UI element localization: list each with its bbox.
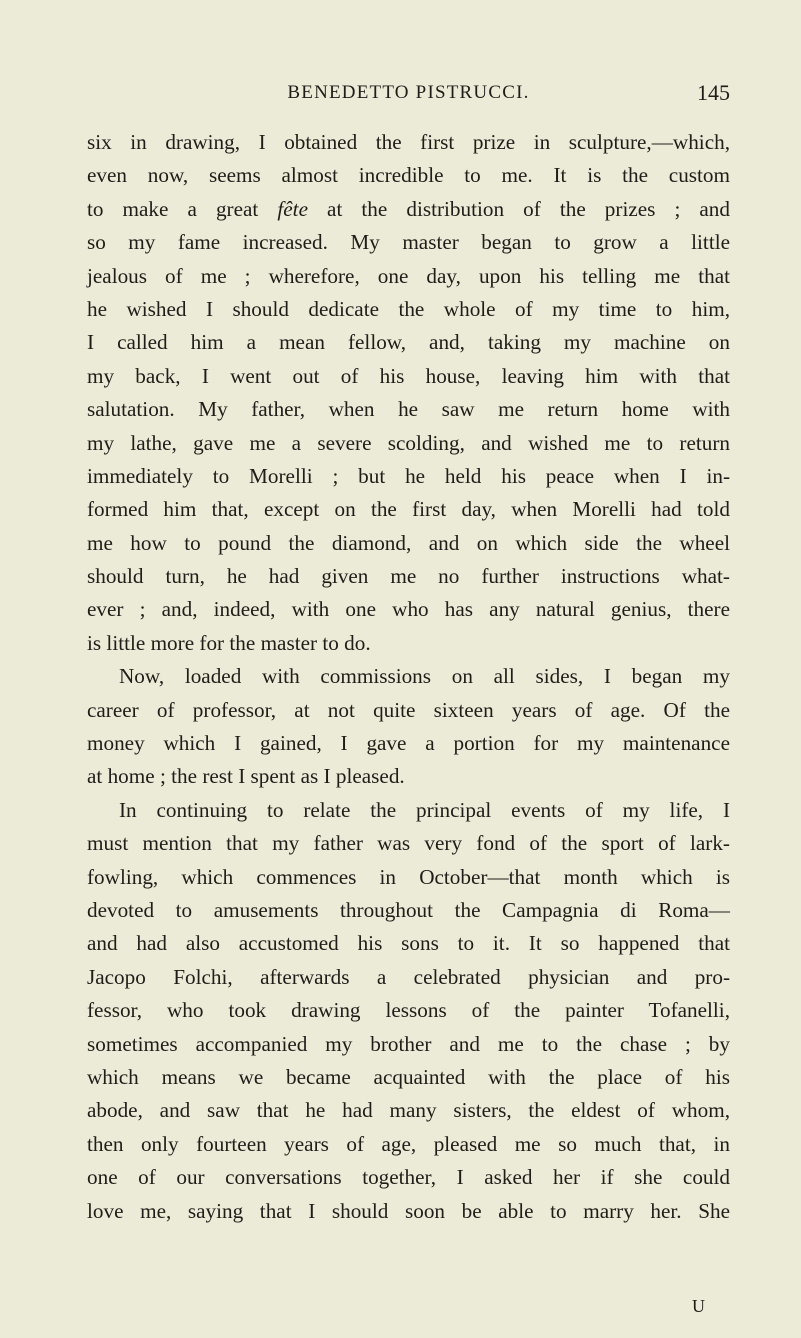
text-line: salutation. My father, when he saw me return home with (87, 397, 730, 422)
text-line: should turn, he had given me no further instructions what- (87, 564, 730, 589)
text-line: Jacopo Folchi, afterwards a celebrated physician and pro- (87, 964, 730, 989)
text-line: at home ; the rest I spent as I pleased. (87, 764, 405, 789)
text-line: then only fourteen years of age, pleased me so much that, in (87, 1131, 730, 1156)
text-line: me how to pound the diamond, and on which side the wheel (87, 530, 730, 555)
text-line: which means we became acquainted with the place of his (87, 1064, 730, 1089)
text-line: one of our conversations together, I asked her if she could (87, 1165, 730, 1190)
running-head (87, 80, 730, 110)
text-line: formed him that, except on the first day, when Morelli had told (87, 497, 730, 522)
text-line: is little more for the master to do. (87, 630, 371, 655)
signature-mark: U (692, 1296, 705, 1316)
text-line: so my fame increased. My master began to grow a little (87, 230, 730, 255)
text-line: sometimes accompanied my brother and me to the chase ; by (87, 1031, 730, 1056)
text-line: devoted to amusements throughout the Campagnia di Roma— (87, 897, 730, 922)
text-line: my back, I went out of his house, leaving him with that (87, 363, 730, 388)
text-line: and had also accustomed his sons to it. It so happened that (87, 931, 730, 956)
text-line: immediately to Morelli ; but he held his peace when I in- (87, 463, 730, 488)
text-line: I called him a mean fellow, and, taking my machine on (87, 330, 730, 355)
running-title: BENEDETTO PISTRUCCI. (287, 82, 530, 103)
text-line: fessor, who took drawing lessons of the painter Tofanelli, (87, 998, 730, 1023)
body-text (87, 126, 730, 1228)
text-line: In continuing to relate the principal events of my life, I (119, 797, 730, 822)
text-line: six in drawing, I obtained the first prize in sculpture,—which, (87, 130, 730, 154)
text-line: even now, seems almost incredible to me. It is the custom (87, 163, 730, 188)
text-line: love me, saying that I should soon be able to marry her. She (87, 1198, 730, 1223)
text-line: abode, and saw that he had many sisters, the eldest of whom, (87, 1098, 730, 1123)
text-line: jealous of me ; wherefore, one day, upon his telling me that (87, 263, 730, 288)
text-line: ever ; and, indeed, with one who has any natural genius, there (87, 597, 730, 622)
text-line: he wished I should dedicate the whole of my time to him, (87, 296, 730, 321)
page-number: 145 (697, 80, 730, 105)
text-line: Now, loaded with commissions on all sides, I began my (119, 664, 730, 689)
text-line: career of professor, at not quite sixteen years of age. Of the (87, 697, 730, 722)
text-line: my lathe, gave me a severe scolding, and wished me to return (87, 430, 730, 455)
text-line: money which I gained, I gave a portion for my maintenance (87, 731, 730, 756)
text-line: fowling, which commences in October—that month which is (87, 864, 730, 889)
text-line: to make a great fête at the distribution of the prizes ; and (87, 196, 730, 221)
text-line: must mention that my father was very fond of the sport of lark- (87, 831, 730, 856)
